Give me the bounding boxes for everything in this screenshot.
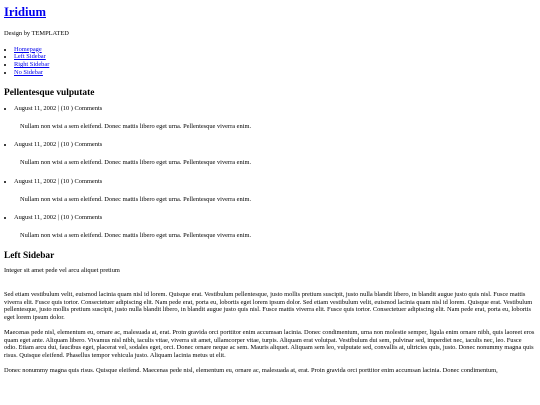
credit-link[interactable]: TEMPLATED — [31, 29, 69, 37]
post-body: Nullam non wisi a sem eleifend. Donec mattis libero eget urna. Pellentesque viverra enim. — [20, 195, 252, 203]
post-date: August 11, 2002 — [14, 214, 57, 222]
credit-prefix: Design by — [4, 29, 32, 37]
design-credit — [4, 30, 536, 38]
post-body: Nullam non wisi a sem eleifend. Donec mattis libero eget urna. Pellentesque viverra enim. — [20, 122, 252, 130]
post-body: Nullam non wisi a sem eleifend. Donec mattis libero eget urna. Pellentesque viverra enim. — [20, 231, 252, 239]
nav-item-no-sidebar — [14, 69, 536, 77]
post-comments-link[interactable]: (10 ) Comments — [60, 105, 103, 113]
post-meta-separator: | — [56, 177, 61, 185]
post-comments-link[interactable]: (10 ) Comments — [60, 214, 103, 222]
post-meta-separator: | — [56, 214, 61, 222]
post-meta — [4, 141, 536, 149]
post-meta-item — [14, 105, 536, 113]
post-list — [4, 105, 536, 240]
sidebar-subtitle: Integer sit amet pede vel arcu aliquet pretium — [4, 267, 120, 275]
main-nav — [4, 46, 536, 77]
sidebar-paragraph: Maecenas pede nisl, elementum eu, ornare ac, malesuada at, erat. Proin gravida orci porttitor enim accumsan lacinia. Donec condimentum, urna non molestie semper, ligula enim ornare nibh, quis laoreet eros quam eget ante. Aliquam libero. Vivamus nisl nibh, iaculis vitae, viverra sit amet, ullamcorper vitae, turpis. Aliquam erat volutpat. Vestibulum dui sem, pulvinar sed, imperdiet nec, iaculis nec, leo. Fusce odio. Etiam arcu dui, faucibus eget, placerat vel, sodales eget, orci. Donec ornare neque ac sem. Mauris aliquet. Aliquam sem leo, vulputate sed, convallis at, ultricies quis, justo. Donec nonummy magna quis risus. Quisque eleifend. Phasellus tempor vehicula justo. Aliquam lacinia metus ut elit. — [4, 328, 535, 359]
site-title-link[interactable]: Iridium — [4, 5, 46, 19]
nav-item-right-sidebar — [14, 61, 536, 69]
nav-item-left-sidebar — [14, 53, 536, 61]
post-meta — [4, 214, 536, 222]
post-date: August 11, 2002 — [14, 105, 57, 113]
main-section-title: Pellentesque vulputate — [4, 88, 95, 99]
post-meta-item — [14, 141, 536, 149]
nav-link-left-sidebar[interactable]: Left Sidebar — [14, 53, 46, 61]
sidebar-paragraph: Donec nonummy magna quis risus. Quisque eleifend. Maecenas pede nisl, elementum eu, ornare ac, malesuada at, erat. Proin gravida orci porttitor enim accumsan lacinia. Donec condimentum, — [4, 366, 498, 374]
site-title — [4, 6, 536, 20]
nav-link-right-sidebar[interactable]: Right Sidebar — [14, 60, 50, 68]
sidebar-title: Left Sidebar — [4, 250, 55, 261]
post-body: Nullam non wisi a sem eleifend. Donec mattis libero eget urna. Pellentesque viverra enim. — [20, 159, 252, 167]
post-date: August 11, 2002 — [14, 141, 57, 149]
post-meta — [4, 105, 536, 113]
sidebar-paragraph: Sed etiam vestibulum velit, euismod lacinia quam nisl id lorem. Quisque erat. Vestibulum pellentesque, justo mollis pretium suscipit, justo nulla blandit libero, in blandit augue justo quis nisl. Fusce mattis viverra elit. Fusce quis tortor. Consectetuer adipiscing elit. Nam pede erat, porta eu, lobortis eget lorem ipsum dolor. Sed etiam vestibulum velit, euismod lacinia quam nisl id lorem. Quisque erat. Vestibulum pellentesque, justo mollis pretium suscipit, justo nulla blandit libero, in blandit augue justo quis nisl. Fusce mattis viverra elit. Fusce quis tortor. Consectetuer adipiscing elit. Nam pede erat, porta eu, lobortis eget lorem ipsum dolor. — [4, 291, 533, 322]
post-meta-separator: | — [56, 141, 61, 149]
post-meta — [4, 178, 536, 186]
post-comments-link[interactable]: (10 ) Comments — [60, 141, 103, 149]
post-date: August 11, 2002 — [14, 177, 57, 185]
nav-link-no-sidebar[interactable]: No Sidebar — [14, 68, 43, 76]
post-meta-separator: | — [56, 105, 61, 113]
nav-item-homepage — [14, 46, 536, 54]
nav-link-homepage[interactable]: Homepage — [14, 45, 42, 53]
post-meta-item — [14, 214, 536, 222]
post-meta-item — [14, 178, 536, 186]
post-comments-link[interactable]: (10 ) Comments — [60, 177, 103, 185]
